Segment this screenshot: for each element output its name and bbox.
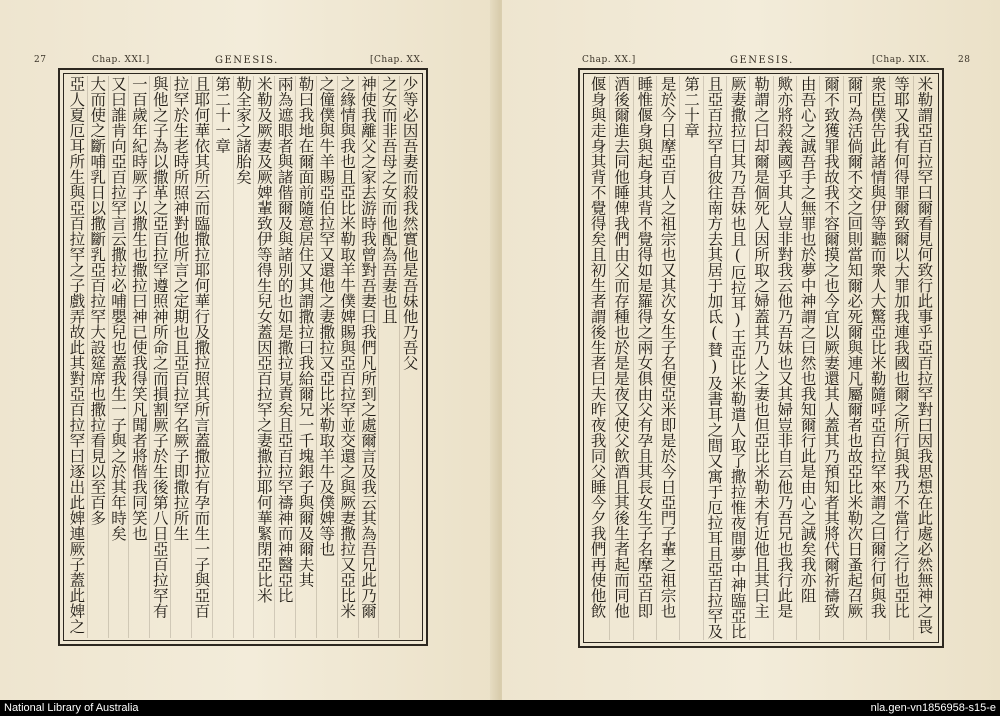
left-page [0, 0, 498, 700]
text-column: 之女而非吾母之女而他配為吾妻也且 [379, 76, 398, 324]
text-column: 且亞百拉罕自彼往南方去其居于加氐(賛)及書耳之間又寓于厄拉耳且亞百拉罕及 [705, 76, 724, 639]
column-rule [378, 76, 379, 638]
text-column: 第二十章 [682, 76, 700, 138]
text-column: 厥妻撒拉曰其乃吾妹也且(厄拉耳)王亞比米勒遣人取了撒拉惟夜間夢中神臨亞比 [728, 76, 747, 639]
library-footer-bar [0, 700, 1000, 716]
column-rule [726, 76, 727, 640]
column-rule [679, 76, 680, 640]
text-column: 米勒謂亞百拉罕曰爾看見何致行此事乎亞百拉罕對曰因我思想在此處必然無神之畏 [915, 76, 934, 634]
column-rule [149, 76, 150, 638]
column-rule [399, 76, 400, 638]
text-column: 與他之子為以撒革之亞百拉罕遵照神所命之而損割厥子於生後第八日亞百拉罕有 [150, 76, 169, 619]
column-rule [295, 76, 296, 638]
right-header-title: GENESIS. [730, 55, 794, 66]
right-text-columns [586, 76, 936, 640]
text-column: 少等必因吾妻而殺我然實他是吾妹他乃吾父 [400, 76, 419, 371]
text-column: 勒全家之諸胎矣 [234, 76, 252, 185]
column-rule [87, 76, 88, 638]
column-rule [656, 76, 657, 640]
text-column: 米勒及厥妻及厥婢輩致伊等得生兒女蓋因亞百拉罕之妻撒拉耶何華緊閉亞比米 [254, 76, 273, 603]
text-column: 等耶又我有何得罪爾致爾以大罪加我連我國也爾之所行與我乃不當行之行也亞比 [892, 76, 910, 619]
column-rule [128, 76, 129, 638]
text-column: 第二十一章 [213, 76, 232, 154]
column-rule [253, 76, 254, 638]
text-column: 神使我離父之家去游時我曾對吾妻曰我們凡所到之處爾言及我云其為吾兄此乃爾 [358, 76, 377, 619]
left-header-chapter-left: Chap. XXI.] [92, 55, 150, 65]
column-rule [609, 76, 610, 640]
right-page-number: 28 [958, 55, 971, 65]
column-rule [913, 76, 914, 640]
left-page-number: 27 [34, 55, 47, 65]
right-page [502, 0, 1000, 700]
text-column: 亞人夏厄耳所生與亞百拉罕之子戲弄故此其對亞百拉罕曰逐出此婢連厥子蓋此婢之 [67, 76, 86, 634]
text-column: 勒曰我地在爾面前隨意居住又其謂撒拉曰我給爾兄一千塊銀子與爾及爾夫其 [296, 76, 315, 588]
text-column: 睡惟偃身與起身其背不覺得如是羅得之兩女俱由父有孕且其長女生子名摩亞百即 [635, 76, 654, 619]
text-column: 兩為遮眼者與諸偕爾及與諸別的也如是撒拉見責矣且亞百拉罕禱神而神醫亞比 [275, 76, 294, 603]
footer-library-name: National Library of Australia [4, 702, 139, 714]
text-column: 之緣情與我也且亞比米勒取羊牛僕婢賜與亞百拉罕並交還之與厥妻撒拉又亞比米 [338, 76, 357, 619]
text-column: 拉罕於生老時所照神對他所言之定期也且亞百拉罕名厥子即撒拉所生 [171, 76, 190, 541]
column-rule [889, 76, 890, 640]
column-rule [749, 76, 750, 640]
column-rule [703, 76, 704, 640]
text-column: 歟亦將殺義國乎其人豈非對我云他乃吾妹也又其婦豈非自云他乃吾兄也我行此是 [775, 76, 794, 619]
column-rule [337, 76, 338, 638]
text-column: 爾可為活倘爾不交之回則當知爾必死爾與連凡屬爾者也故亞比米勒次日蚤起召厥 [845, 76, 864, 619]
text-column: 且耶何華依其所云而臨撒拉耶何華行及撒拉照其所言蓋撒拉有孕而生一子與亞百 [192, 76, 211, 619]
left-text-columns [66, 76, 420, 638]
text-column: 又曰誰肯向亞百拉罕言云撒拉必哺嬰兒也蓋我生一子與之於其年時矣 [109, 76, 128, 541]
column-rule [274, 76, 275, 638]
column-rule [233, 76, 234, 638]
column-rule [191, 76, 192, 638]
column-rule [866, 76, 867, 640]
text-column: 大而使之斷哺乳日以撒斷乳亞百拉罕大設筵席也撒拉看見以至百多 [88, 76, 107, 526]
text-column: 勒謂之曰却爾是個死人因所取之婦蓋其乃人之妻也但亞比米勒未有近他且其曰主 [752, 76, 770, 619]
right-header-chapter-left: Chap. XX.] [582, 55, 636, 65]
column-rule [633, 76, 634, 640]
column-rule [170, 76, 171, 638]
left-text-frame [58, 68, 428, 646]
right-text-frame [578, 68, 944, 648]
column-rule [212, 76, 213, 638]
left-header-chapter-right: [Chap. XX. [370, 55, 424, 65]
footer-identifier: nla.gen-vn1856958-s15-e [870, 702, 996, 714]
column-rule [796, 76, 797, 640]
column-rule [819, 76, 820, 640]
text-column: 衆臣僕告此諸情與伊等聽而衆人大驚亞比米勒隨呼亞百拉罕來謂之曰爾行何與我 [868, 76, 887, 619]
column-rule [316, 76, 317, 638]
column-rule [773, 76, 774, 640]
right-header-chapter-right: [Chap. XIX. [872, 55, 930, 65]
text-column: 由吾心之誠吾手之無罪也於夢中神謂之曰然也我知爾行此是由心之誠矣我亦阻 [798, 76, 817, 603]
text-column: 是於今日摩亞百人之祖宗也又其次女生子名便亞米即是於今日亞門子輩之祖宗也 [658, 76, 677, 619]
left-header-title: GENESIS. [215, 55, 279, 66]
text-column: 之僮僕與牛羊賜亞伯拉罕又還他之妻撒拉又亞比米勒取羊牛及僕婢等也 [317, 76, 336, 557]
column-rule [108, 76, 109, 638]
text-column: 爾不致獲罪我故我不容爾摸之也今宜以厥妻還其人蓋其乃預知者其將代爾祈禱致 [822, 76, 840, 619]
text-column: 偃身與走身其背不覺得矣且初生者謂後生者曰夫昨夜我同父睡今夕我們再使他飲 [588, 76, 607, 619]
text-column: 酒後爾進去同他睡俾我們由父而存種也於是是夜又使父飲酒且其後生者起而同他 [612, 76, 630, 619]
column-rule [843, 76, 844, 640]
text-column: 一百歲年紀時厥子以撒生也撒拉曰神已使我得笑凡聞者將偕我同笑也 [129, 76, 148, 541]
column-rule [358, 76, 359, 638]
